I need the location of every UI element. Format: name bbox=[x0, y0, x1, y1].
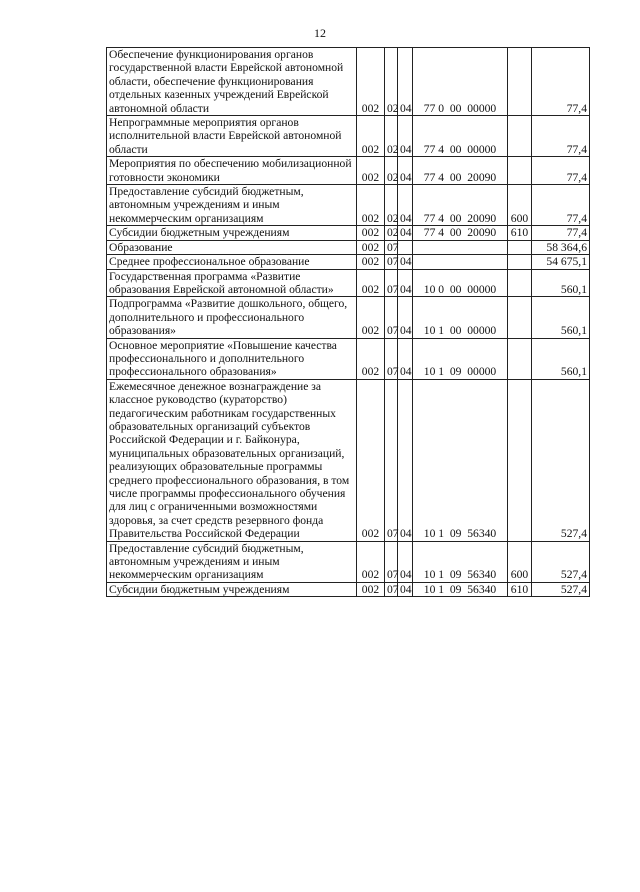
row-cs bbox=[413, 240, 508, 254]
row-cs: 10 1 09 56340 bbox=[413, 582, 508, 596]
table-row bbox=[107, 297, 590, 338]
row-cs: 77 4 00 00000 bbox=[413, 116, 508, 157]
table-row bbox=[107, 48, 590, 116]
table-row bbox=[107, 226, 590, 240]
row-sum: 560,1 bbox=[532, 297, 590, 338]
row-pr: 04 bbox=[398, 582, 413, 596]
row-pr: 04 bbox=[398, 185, 413, 226]
row-rz: 07 bbox=[385, 240, 398, 254]
row-rz: 02 bbox=[385, 116, 398, 157]
row-gr: 002 bbox=[357, 338, 385, 379]
table-row bbox=[107, 269, 590, 297]
table-row bbox=[107, 582, 590, 596]
row-vr bbox=[508, 269, 532, 297]
row-cs bbox=[413, 255, 508, 269]
row-vr: 600 bbox=[508, 185, 532, 226]
row-gr: 002 bbox=[357, 269, 385, 297]
row-rz: 02 bbox=[385, 157, 398, 185]
row-sum: 77,4 bbox=[532, 157, 590, 185]
row-gr: 002 bbox=[357, 255, 385, 269]
row-name: Мероприятия по обеспечению мобилизационной готовности экономики bbox=[107, 157, 357, 185]
row-sum: 77,4 bbox=[532, 116, 590, 157]
row-rz: 02 bbox=[385, 226, 398, 240]
row-vr bbox=[508, 116, 532, 157]
row-cs: 10 1 09 56340 bbox=[413, 379, 508, 541]
row-sum: 560,1 bbox=[532, 338, 590, 379]
row-vr bbox=[508, 297, 532, 338]
table-row bbox=[107, 255, 590, 269]
row-gr: 002 bbox=[357, 582, 385, 596]
row-gr: 002 bbox=[357, 226, 385, 240]
row-cs: 10 1 09 56340 bbox=[413, 541, 508, 582]
row-sum: 77,4 bbox=[532, 185, 590, 226]
row-vr bbox=[508, 48, 532, 116]
row-rz: 07 bbox=[385, 379, 398, 541]
row-gr: 002 bbox=[357, 541, 385, 582]
row-rz: 07 bbox=[385, 541, 398, 582]
row-sum: 527,4 bbox=[532, 379, 590, 541]
row-cs: 77 4 00 20090 bbox=[413, 157, 508, 185]
row-cs: 77 4 00 20090 bbox=[413, 226, 508, 240]
row-gr: 002 bbox=[357, 116, 385, 157]
row-sum: 77,4 bbox=[532, 48, 590, 116]
row-sum: 527,4 bbox=[532, 541, 590, 582]
row-name: Обеспечение функционирования органов государственной власти Еврейской автономной области, обеспечение функционирования отдельных казенных учреждений Еврейской автономной области bbox=[107, 48, 357, 116]
row-pr: 04 bbox=[398, 297, 413, 338]
row-rz: 07 bbox=[385, 255, 398, 269]
row-vr: 610 bbox=[508, 582, 532, 596]
row-gr: 002 bbox=[357, 297, 385, 338]
row-sum: 77,4 bbox=[532, 226, 590, 240]
row-pr: 04 bbox=[398, 379, 413, 541]
row-sum: 58 364,6 bbox=[532, 240, 590, 254]
row-name: Подпрограмма «Развитие дошкольного, общего, дополнительного и профессионального образования» bbox=[107, 297, 357, 338]
row-name: Образование bbox=[107, 240, 357, 254]
row-name: Субсидии бюджетным учреждениям bbox=[107, 582, 357, 596]
row-pr: 04 bbox=[398, 48, 413, 116]
row-vr bbox=[508, 379, 532, 541]
row-rz: 07 bbox=[385, 582, 398, 596]
row-name: Непрограммные мероприятия органов исполнительной власти Еврейской автономной области bbox=[107, 116, 357, 157]
table-row bbox=[107, 185, 590, 226]
table-row bbox=[107, 379, 590, 541]
row-vr bbox=[508, 338, 532, 379]
table-row bbox=[107, 338, 590, 379]
budget-table-body bbox=[107, 48, 590, 597]
row-cs: 77 4 00 20090 bbox=[413, 185, 508, 226]
row-name: Среднее профессиональное образование bbox=[107, 255, 357, 269]
row-cs: 10 1 09 00000 bbox=[413, 338, 508, 379]
row-pr: 04 bbox=[398, 269, 413, 297]
row-pr: 04 bbox=[398, 541, 413, 582]
row-pr: 04 bbox=[398, 116, 413, 157]
row-name: Предоставление субсидий бюджетным, автономным учреждениям и иным некоммерческим организациям bbox=[107, 541, 357, 582]
row-rz: 07 bbox=[385, 269, 398, 297]
row-rz: 07 bbox=[385, 338, 398, 379]
row-name: Ежемесячное денежное вознаграждение за классное руководство (кураторство) педагогическим работникам государственных образовательных организаций субъектов Российской Федерации и г. Байконура, муниципальных образовательных организаций, реализующих образовательные программы среднего профессионального образования, в том числе программы профессионального обучения для лиц с ограниченными возможностями здоровья, за счет средств резервного фонда Правительства Российской Федерации bbox=[107, 379, 357, 541]
row-name: Субсидии бюджетным учреждениям bbox=[107, 226, 357, 240]
row-sum: 527,4 bbox=[532, 582, 590, 596]
budget-table bbox=[106, 47, 590, 597]
row-name: Основное мероприятие «Повышение качества профессионального и дополнительного профессионального образования» bbox=[107, 338, 357, 379]
row-gr: 002 bbox=[357, 157, 385, 185]
row-gr: 002 bbox=[357, 185, 385, 226]
page-number: 12 bbox=[314, 26, 326, 40]
row-rz: 02 bbox=[385, 48, 398, 116]
row-name: Предоставление субсидий бюджетным, автономным учреждениям и иным некоммерческим организациям bbox=[107, 185, 357, 226]
table-row bbox=[107, 157, 590, 185]
row-pr: 04 bbox=[398, 157, 413, 185]
row-name: Государственная программа «Развитие образования Еврейской автономной области» bbox=[107, 269, 357, 297]
row-pr: 04 bbox=[398, 226, 413, 240]
row-sum: 560,1 bbox=[532, 269, 590, 297]
table-row bbox=[107, 240, 590, 254]
row-cs: 10 1 00 00000 bbox=[413, 297, 508, 338]
row-pr: 04 bbox=[398, 255, 413, 269]
row-vr: 600 bbox=[508, 541, 532, 582]
row-pr bbox=[398, 240, 413, 254]
row-cs: 10 0 00 00000 bbox=[413, 269, 508, 297]
row-cs: 77 0 00 00000 bbox=[413, 48, 508, 116]
row-vr bbox=[508, 255, 532, 269]
row-pr: 04 bbox=[398, 338, 413, 379]
row-gr: 002 bbox=[357, 379, 385, 541]
row-gr: 002 bbox=[357, 48, 385, 116]
row-gr: 002 bbox=[357, 240, 385, 254]
table-row bbox=[107, 541, 590, 582]
row-rz: 02 bbox=[385, 185, 398, 226]
row-vr bbox=[508, 157, 532, 185]
row-vr: 610 bbox=[508, 226, 532, 240]
row-vr bbox=[508, 240, 532, 254]
row-sum: 54 675,1 bbox=[532, 255, 590, 269]
table-row bbox=[107, 116, 590, 157]
row-rz: 07 bbox=[385, 297, 398, 338]
